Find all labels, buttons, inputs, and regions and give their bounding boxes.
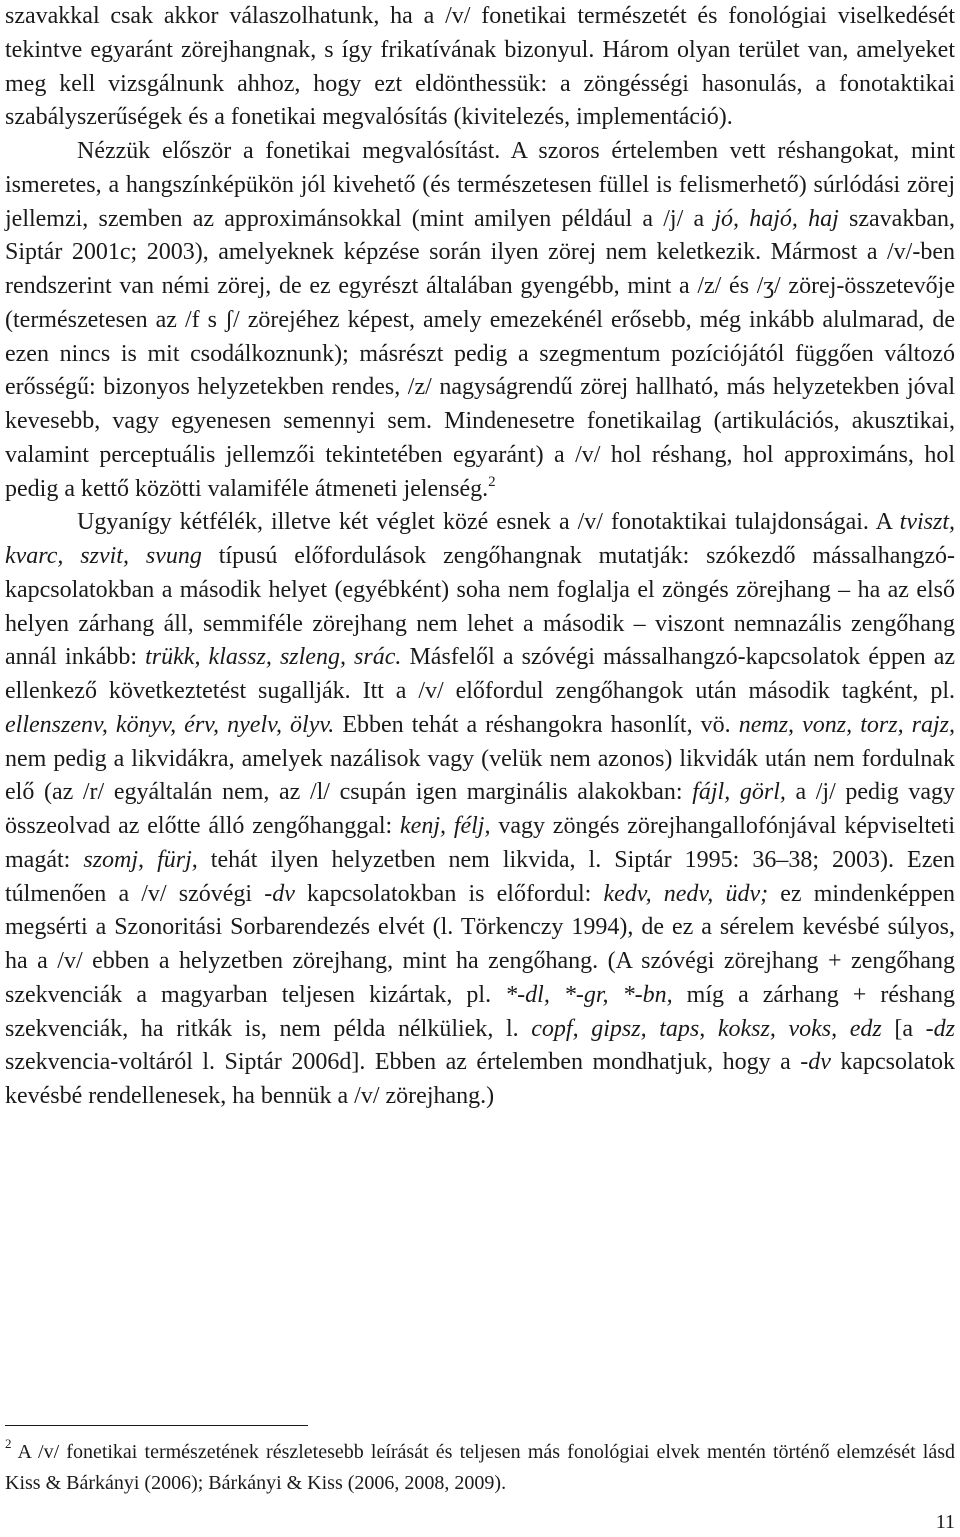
- footnote-rule: [5, 1425, 308, 1426]
- text-segment: szekvencia-voltáról l. Siptár 2006d]. Ebben az értelemben mondhatjuk, hogy a: [5, 1049, 801, 1076]
- paragraph: [5, 506, 955, 1114]
- italic-example: *-dl, *-gr, *-bn,: [505, 981, 673, 1008]
- text-segment: szavakban, Siptár 2001c; 2003), amelyeknek képzése során ilyen zörej nem keletkezik. Mármost a /v/-ben rendszerint van némi zörej, de ez egyrészt általában gyengébb, mint a /z/ és /ʒ/ zörej-összetevője (természetesen az /f s ʃ/ zörejéhez képest, amely emezekénél erősebb, még inkább alulmarad, de ezen nincs is mit csodálkoznunk); másrészt pedig a szegmentum pozíciójától függően változó erősségű: bizonyos helyzetekben rendes, /z/ nagyságrendű zörej hallható, más helyzetekben jóval kevesebb, vagy egyenesen semennyi sem. Mindenesetre fonetikailag (artikulációs, akusztikai, valamint perceptuális jellemzői tekintetében egyaránt) a /v/ hol réshang, hol approximáns, hol pedig a kettő közötti valamiféle átmeneti jelenség.: [5, 205, 955, 502]
- page-number: 11: [935, 1511, 955, 1533]
- paragraph: [5, 135, 955, 506]
- text-segment: [a: [881, 1015, 926, 1042]
- italic-example: tviszt, kvarc, szvit, svung: [5, 509, 955, 569]
- text-segment: míg a zárhang + réshang szekvenciák, ha ritkák is, nem példa nélküliek, l.: [5, 981, 956, 1042]
- italic-example: nemz, vonz, torz, rajz,: [738, 711, 955, 738]
- italic-example: -dz: [925, 1015, 955, 1042]
- main-text: [5, 0, 955, 1114]
- footnote: [5, 1437, 955, 1499]
- footnote-reference: 2: [488, 473, 496, 490]
- italic-example: -dv: [264, 880, 295, 907]
- text-segment: szavakkal csak akkor válaszolhatunk, ha a /v/ fonetikai természetét és fonológiai viselkedését tekintve egyaránt zörejhangnak, s így frikatívának bizonyul. Három olyan terület van, amelyeket meg kell vizsgálnunk ahhoz, hogy ezt eldönthessük: a zöngésségi hasonulás, a fonotaktikai szabályszerűségek és a fonetikai megvalósítás (kivitelezés, implementáció).: [5, 3, 955, 131]
- footnote-number: 2: [5, 1436, 12, 1452]
- text-segment: nem pedig a likvidákra, amelyek nazálisok vagy (velük nem azonos) likvidák után nem fordulnak elő (az /r/ egyáltalán nem, az /l/ csupán igen marginális alakokban:: [5, 745, 955, 806]
- italic-example: szomj, fürj,: [83, 846, 198, 873]
- page-body: [5, 0, 955, 1114]
- italic-example: fájl, görl,: [692, 779, 786, 806]
- text-segment: kapcsolatokban is előfordul:: [294, 880, 604, 907]
- text-segment: ez mindenképpen megsérti a Szonoritási Sorbarendezés elvét (l. Törkenczy 1994), de ez a sérelem kevésbé súlyos, ha a /v/ ebben a helyzetben zörejhang, mint ha zengőhang. (A szóvégi zörejhang + zengőhang szekvenciák a magyarban teljesen kizártak, pl.: [5, 880, 956, 1008]
- text-segment: Nézzük először a fonetikai megvalósítást. A szoros értelemben vett réshangokat, mint ismeretes, a hangszínképükön jól kivehető (és természetesen füllel is felismerhető) súrlódási zörej jellemzi, szemben az approximánsokkal (mint amilyen például a /j/ a: [5, 138, 955, 232]
- italic-example: jó, hajó, haj: [714, 205, 839, 232]
- text-segment: Ugyanígy kétfélék, illetve két véglet közé esnek a /v/ fonotaktikai tulajdonságai. A: [77, 509, 900, 536]
- italic-example: kenj, félj,: [400, 813, 491, 839]
- italic-example: ellenszenv, könyv, érv, nyelv, ölyv.: [5, 711, 335, 738]
- text-segment: vagy zöngés zörejhangallofónjával képviselteti magát:: [5, 813, 955, 873]
- italic-example: -dv: [800, 1049, 831, 1076]
- footnote-text: A /v/ fonetikai természetének részletesebb leírását és teljesen más fonológiai elvek mentén történő elemzését lásd Kiss & Bárkányi (2006); Bárkányi & Kiss (2006, 2008, 2009).: [5, 1441, 955, 1494]
- text-segment: Másfelől a szóvégi mássalhangzó-kapcsolatok éppen az ellenkező következtetést sugallják. Itt a /v/ előfordul zengőhangok után második tagként, pl.: [5, 644, 956, 704]
- text-segment: típusú előfordulások zengőhangnak mutatják: szókezdő mássalhangzó-kapcsolatokban a második helyet (egyébként) soha nem foglalja el zöngés zörejhang – ha az első helyen zárhang áll, semmiféle zörejhang nem lehet a második – viszont nemnazális zengőhang annál inkább:: [5, 543, 955, 671]
- text-segment: tehát ilyen helyzetben nem likvida, l. Siptár 1995: 36–38; 2003). Ezen túlmenően a /v/ szóvégi: [5, 846, 956, 907]
- italic-example: kedv, nedv, üdv;: [603, 880, 769, 907]
- text-segment: Ebben tehát a réshangokra hasonlít, vö.: [334, 711, 739, 738]
- text-segment: kapcsolatok kevésbé rendellenesek, ha bennük a /v/ zörejhang.): [5, 1049, 955, 1109]
- italic-example: trükk, klassz, szleng, srác.: [145, 644, 402, 671]
- text-segment: a /j/ pedig vagy összeolvad az előtte álló zengőhanggal:: [5, 779, 955, 839]
- paragraph: [5, 0, 955, 135]
- italic-example: copf, gipsz, taps, koksz, voks, edz: [531, 1015, 882, 1042]
